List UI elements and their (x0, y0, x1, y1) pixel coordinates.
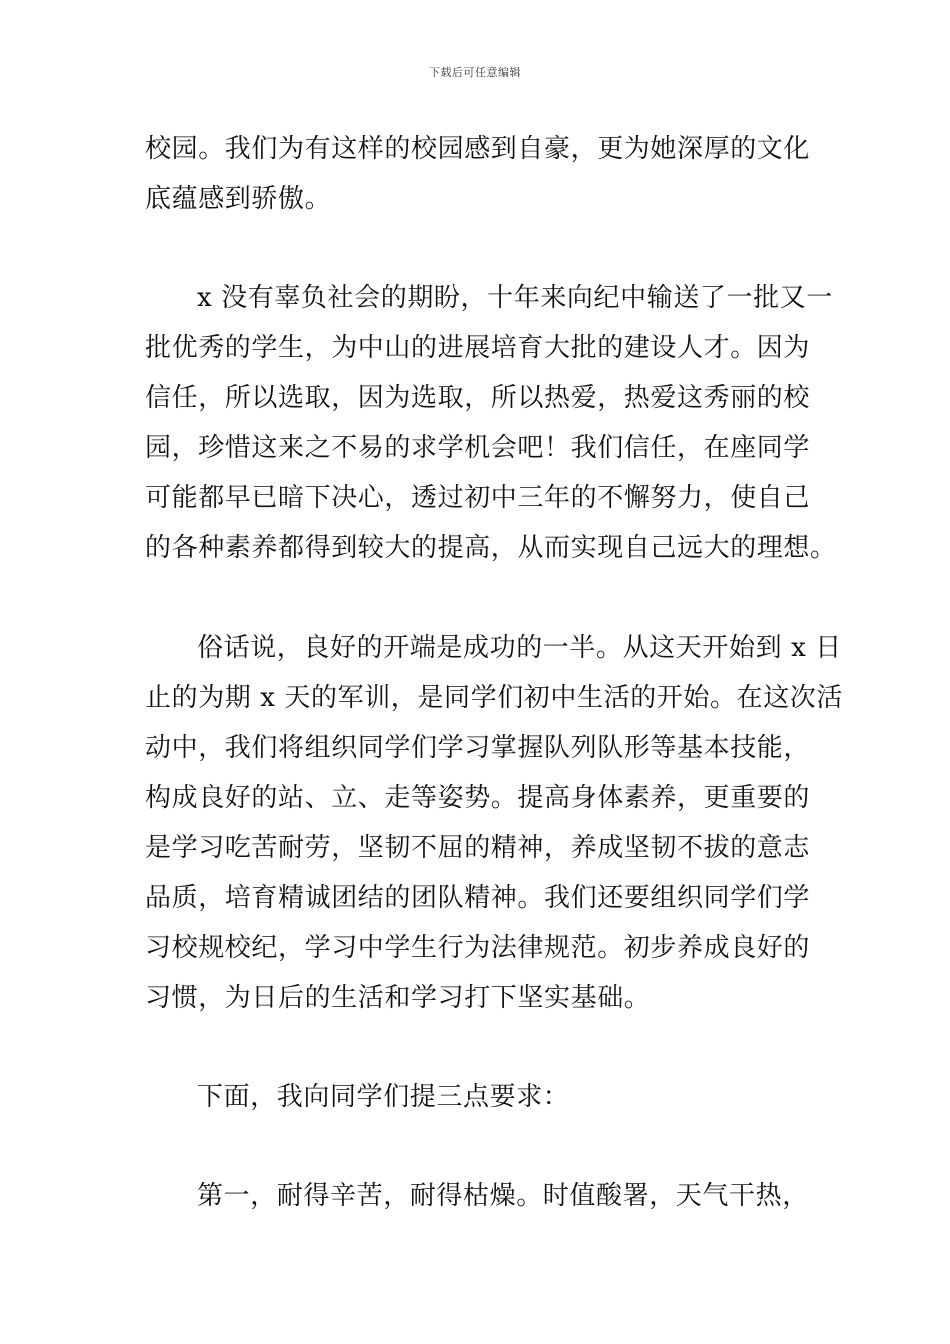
paragraph-3-line-8: 习惯，为日后的生活和学习打下坚实基础。 (145, 983, 651, 1013)
paragraph-2-line-3: 信任，所以选取，因为选取，所以热爱，热爱这秀丽的校 (145, 383, 811, 413)
paragraph-3-line-2: 止的为期 x 天的军训，是同学们初中生活的开始。在这次活 (145, 683, 843, 713)
paragraph-4-line-1: 下面，我向同学们提三点要求： (197, 1082, 570, 1112)
paragraph-2-line-4: 园，珍惜这来之不易的求学机会吧！我们信任，在座同学 (145, 433, 811, 463)
paragraph-5-line-1: 第一，耐得辛苦，耐得枯燥。时值酸署，天气干热， (197, 1181, 809, 1211)
paragraph-3-line-4: 构成良好的站、立、走等姿势。提高身体素养，更重要的 (145, 783, 811, 813)
paragraph-1-line-2: 底蕴感到骄傲。 (145, 184, 332, 214)
paragraph-2-line-1: x 没有辜负社会的期盼，十年来向纪中输送了一批又一 (197, 283, 833, 313)
paragraph-1-line-1: 校园。我们为有这样的校园感到自豪，更为她深厚的文化 (145, 134, 811, 164)
paragraph-3-line-6: 品质，培育精诚团结的团队精神。我们还要组织同学们学 (145, 883, 811, 913)
paragraph-2-line-6: 的各种素养都得到较大的提高，从而实现自己远大的理想。 (145, 533, 837, 563)
paragraph-2-line-2: 批优秀的学生，为中山的进展培育大批的建设人才。因为 (145, 333, 811, 363)
paragraph-3-line-3: 动中，我们将组织同学们学习掌握队列队形等基本技能， (145, 733, 811, 763)
paragraph-3-line-5: 是学习吃苦耐劳，坚韧不屈的精神，养成坚韧不拔的意志 (145, 833, 811, 863)
paragraph-2-line-5: 可能都早已暗下决心，透过初中三年的不懈努力，使自己 (145, 483, 811, 513)
page-header: 下载后可任意编辑 (429, 66, 521, 79)
paragraph-3-line-7: 习校规校纪，学习中学生行为法律规范。初步养成良好的 (145, 933, 811, 963)
paragraph-3-line-1: 俗话说，良好的开端是成功的一半。从这天开始到 x 日 (197, 633, 842, 663)
